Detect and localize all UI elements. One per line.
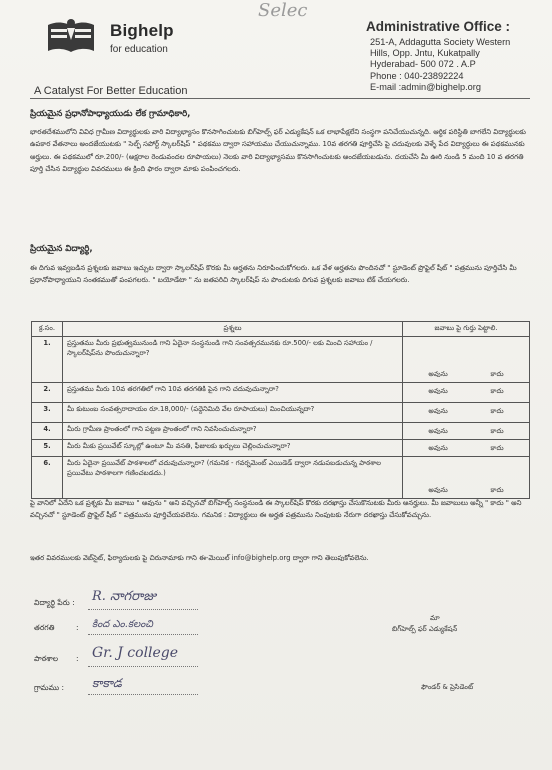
intro-paragraph: భారతదేశములోని వివిధ గ్రామీణ విద్యార్థులకు వారి విద్యాభ్యాసం కొనసాగించుటకు బిగ్‌హెల్ప్ ఫర్ ఎడ్యుకేషన్ ఒక లాభాపేక్షలేని సంస్థగా పనిచేయుచున్నది. ఆర్థిక పరిస్థితి బాగలేని విద్యార్థులకు ఉపకార వేతనాలు అందజేయుటకు " సెల్ఫ్ సపోర్ట్ స్కాలర్‌షిప్ " పథకము ద్వారా సహాయము చేయుచున్నాము. 10వ తరగతి పూర్తిచేసి పై చదువులకు వెళ్ళే పేద విద్యార్థులు ఈ పథకమునకు అర్హులు. ఈ పథకములో రూ.200/- (అక్షరాల రెండువందల రూపాయలు) నెలకు వారి విద్యాభ్యాసము కొనసాగించుటకు అందజేయబడును. దయచేసి మీ ఊరి నుండి 5 మంది 10 వ తరగతి పూర్తి చేసిన విద్యార్థుల వివరములు ఈ క్రింది ఫారం ద్వారా మాకు పంపించగలరు. <box>30 128 526 174</box>
table-row <box>32 423 530 440</box>
signature-mark: మా <box>430 614 440 622</box>
village-underline <box>88 694 198 695</box>
organization-signature: బిగ్‌హెల్ప్ ఫర్ ఎడ్యుకేషన్ <box>392 625 458 633</box>
table-row <box>32 403 530 423</box>
office-address-line: 251-A, Addagutta Society Western <box>370 37 511 47</box>
school-label: పాఠశాల <box>34 654 59 663</box>
question-number: 3. <box>32 403 63 423</box>
column-header-questions: ప్రశ్నలు <box>63 322 403 337</box>
answer-yes-option[interactable]: అవును <box>428 407 448 415</box>
question-text: మీరు ఏదైనా ప్రయివేట్ పాఠశాలలో చదువుచున్నారా? (గమనిక - గవర్నమెంట్ ఎయిడెడ్ ద్వారా నడుపబడుచున్న పాఠశాల ప్రయివేటు పాఠశాలగా గణించబడదు.) <box>63 457 403 499</box>
question-text: ప్రస్తుతము మీరు ప్రభుత్వమునుండి గాని ఏదైనా సంస్థనుండి గాని సంవత్సరమునకు రూ.500/- లకు మించి సహాయం / స్కాలర్‌షిప్‌ను పొందుచున్నారా? <box>63 337 403 383</box>
table-header-row <box>32 322 530 337</box>
bighelp-logo-icon <box>46 18 96 56</box>
founder-title: ఫౌండర్ & ప్రెసిడెంట్ <box>421 683 474 691</box>
answer-no-option[interactable]: కాదు <box>490 387 504 395</box>
office-email: E-mail :admin@bighelp.org <box>370 81 481 92</box>
column-header-answer: జవాబు పై గుర్తు పెట్టాలి. <box>403 322 530 337</box>
answer-yes-option[interactable]: అవును <box>428 370 448 378</box>
header-divider <box>30 98 530 99</box>
question-text: మీరు గ్రామీణ ప్రాంతంలో గాని పట్టణ ప్రాంతంలో గాని నివసించుచున్నారా? <box>63 423 403 440</box>
table-row <box>32 383 530 403</box>
student-name-label: విద్యార్థి పేరు : <box>34 598 75 607</box>
tagline: A Catalyst For Better Education <box>34 85 188 97</box>
answer-no-option[interactable]: కాదు <box>490 486 504 494</box>
school-underline <box>88 666 198 667</box>
colon-separator: : <box>76 623 79 632</box>
office-address-block <box>366 19 536 93</box>
eligibility-note-paragraph: పై వానిలో ఏదేని ఒక ప్రశ్నకు మీ జవాబు " అవును " అని వచ్చినచో బిగ్‌హెల్ప్ సంస్థనుండి ఈ స్కాలర్‌షిప్ కొరకు దరఖాస్తు చేసుకొనుటకు మీరు అనర్హులు. మీ జవాబులు అన్నీ " కాదు " అని వచ్చినచో " స్టూడెంట్ ప్రొఫైల్ షీట్ " పత్రమును పూర్తిచేయవలెను. గమనిక : విద్యార్థులు ఈ అర్హత పత్రమును నింపుటకు నేరుగా దరఖాస్తు చేసుకోవచ్చును. <box>30 499 522 520</box>
answer-no-option[interactable]: కాదు <box>490 427 504 435</box>
contact-paragraph: ఇతర వివరములకు వెబ్‌సైట్, ఫిర్యాదులకు పై చిరునామాకు గాని ఈ-మెయిల్ info@bighelp.org ద్వారా గాని తెలుపుకోవలెను. <box>30 554 369 562</box>
class-value[interactable]: కింద ఎం.కలంచి <box>92 619 153 630</box>
answer-no-option[interactable]: కాదు <box>490 370 504 378</box>
answer-yes-option[interactable]: అవును <box>428 387 448 395</box>
office-address-line: Hyderabad- 500 072 . A.P <box>370 59 476 70</box>
answer-no-option[interactable]: కాదు <box>490 407 504 415</box>
question-number: 4. <box>32 423 63 440</box>
village-value[interactable]: కాకాడ <box>92 676 122 690</box>
answer-yes-option[interactable]: అవును <box>428 427 448 435</box>
question-text: ప్రస్తుతము మీరు 10వ తరగతిలో గాని 10వ తరగతికి పైన గాని చదువుచున్నారా? <box>63 383 403 403</box>
salutation-student: ప్రియమైన విద్యార్థి, <box>30 244 93 254</box>
name-underline <box>88 609 198 610</box>
table-row <box>32 337 530 383</box>
office-title: Administrative Office : <box>366 19 511 34</box>
colon-separator: : <box>76 654 79 663</box>
question-number: 2. <box>32 383 63 403</box>
salutation-headmaster: ప్రియమైన ప్రధానోపాధ్యాయుడు లేక గ్రామాధికారి, <box>30 109 191 119</box>
question-number: 1. <box>32 337 63 383</box>
office-phone: Phone : 040-23892224 <box>370 70 464 81</box>
class-underline <box>88 634 198 635</box>
office-address-line: Hills, Opp. Jntu, Kukatpally <box>370 48 480 59</box>
table-row <box>32 440 530 457</box>
village-label: గ్రామము : <box>34 683 65 692</box>
class-label: తరగతి <box>34 623 55 632</box>
instructions-paragraph: ఈ దిగువ ఇవ్వబడిన ప్రశ్నలకు జవాబు ఇచ్చుట ద్వారా స్కాలర్‌షిప్ కొరకు మీ అర్హతను నిరూపించుకోగలరు. ఒక వేళ అర్హతను పొందినచో " స్టూడెంట్ ప్రొఫైల్ షీట్ " పత్రమును పూర్తిచేసి మీ ప్రధానోపాధ్యాయుని సంతకముతో పంపగలరు. " బయోడేటా " ను జతపరిచి స్కాలర్‌షిప్ ను పొందుటకు దిగువ ప్రశ్నలకు జవాబు టిక్ చేయగలరు. <box>30 264 517 285</box>
answer-no-option[interactable]: కాదు <box>490 444 504 452</box>
question-text: మీ కుటుంబ సంవత్సరాదాయం రూ.18,000/- (పద్దెనిమిది వేల రూపాయలు) మించియున్నదా? <box>63 403 403 423</box>
question-text: మీరు మీకు ప్రయివేట్ స్కూల్లో ఉంటూ మీ వసతి, ఫీజులకు ఖర్చులు చెల్లించుచున్నారా? <box>63 440 403 457</box>
question-number: 6. <box>32 457 63 499</box>
student-name-value[interactable]: R. నాగరాజు <box>92 589 156 604</box>
eligibility-questions-table <box>31 321 530 499</box>
table-row <box>32 457 530 499</box>
column-header-number: క్ర.సం. <box>32 322 63 337</box>
question-number: 5. <box>32 440 63 457</box>
brand-subtitle: for education <box>110 44 168 55</box>
answer-yes-option[interactable]: అవును <box>428 444 448 452</box>
school-value[interactable]: Gr. J college <box>92 645 179 661</box>
answer-yes-option[interactable]: అవును <box>428 486 448 494</box>
handwritten-scribble: Selec <box>258 0 308 21</box>
brand-name: Bighelp <box>110 21 174 40</box>
